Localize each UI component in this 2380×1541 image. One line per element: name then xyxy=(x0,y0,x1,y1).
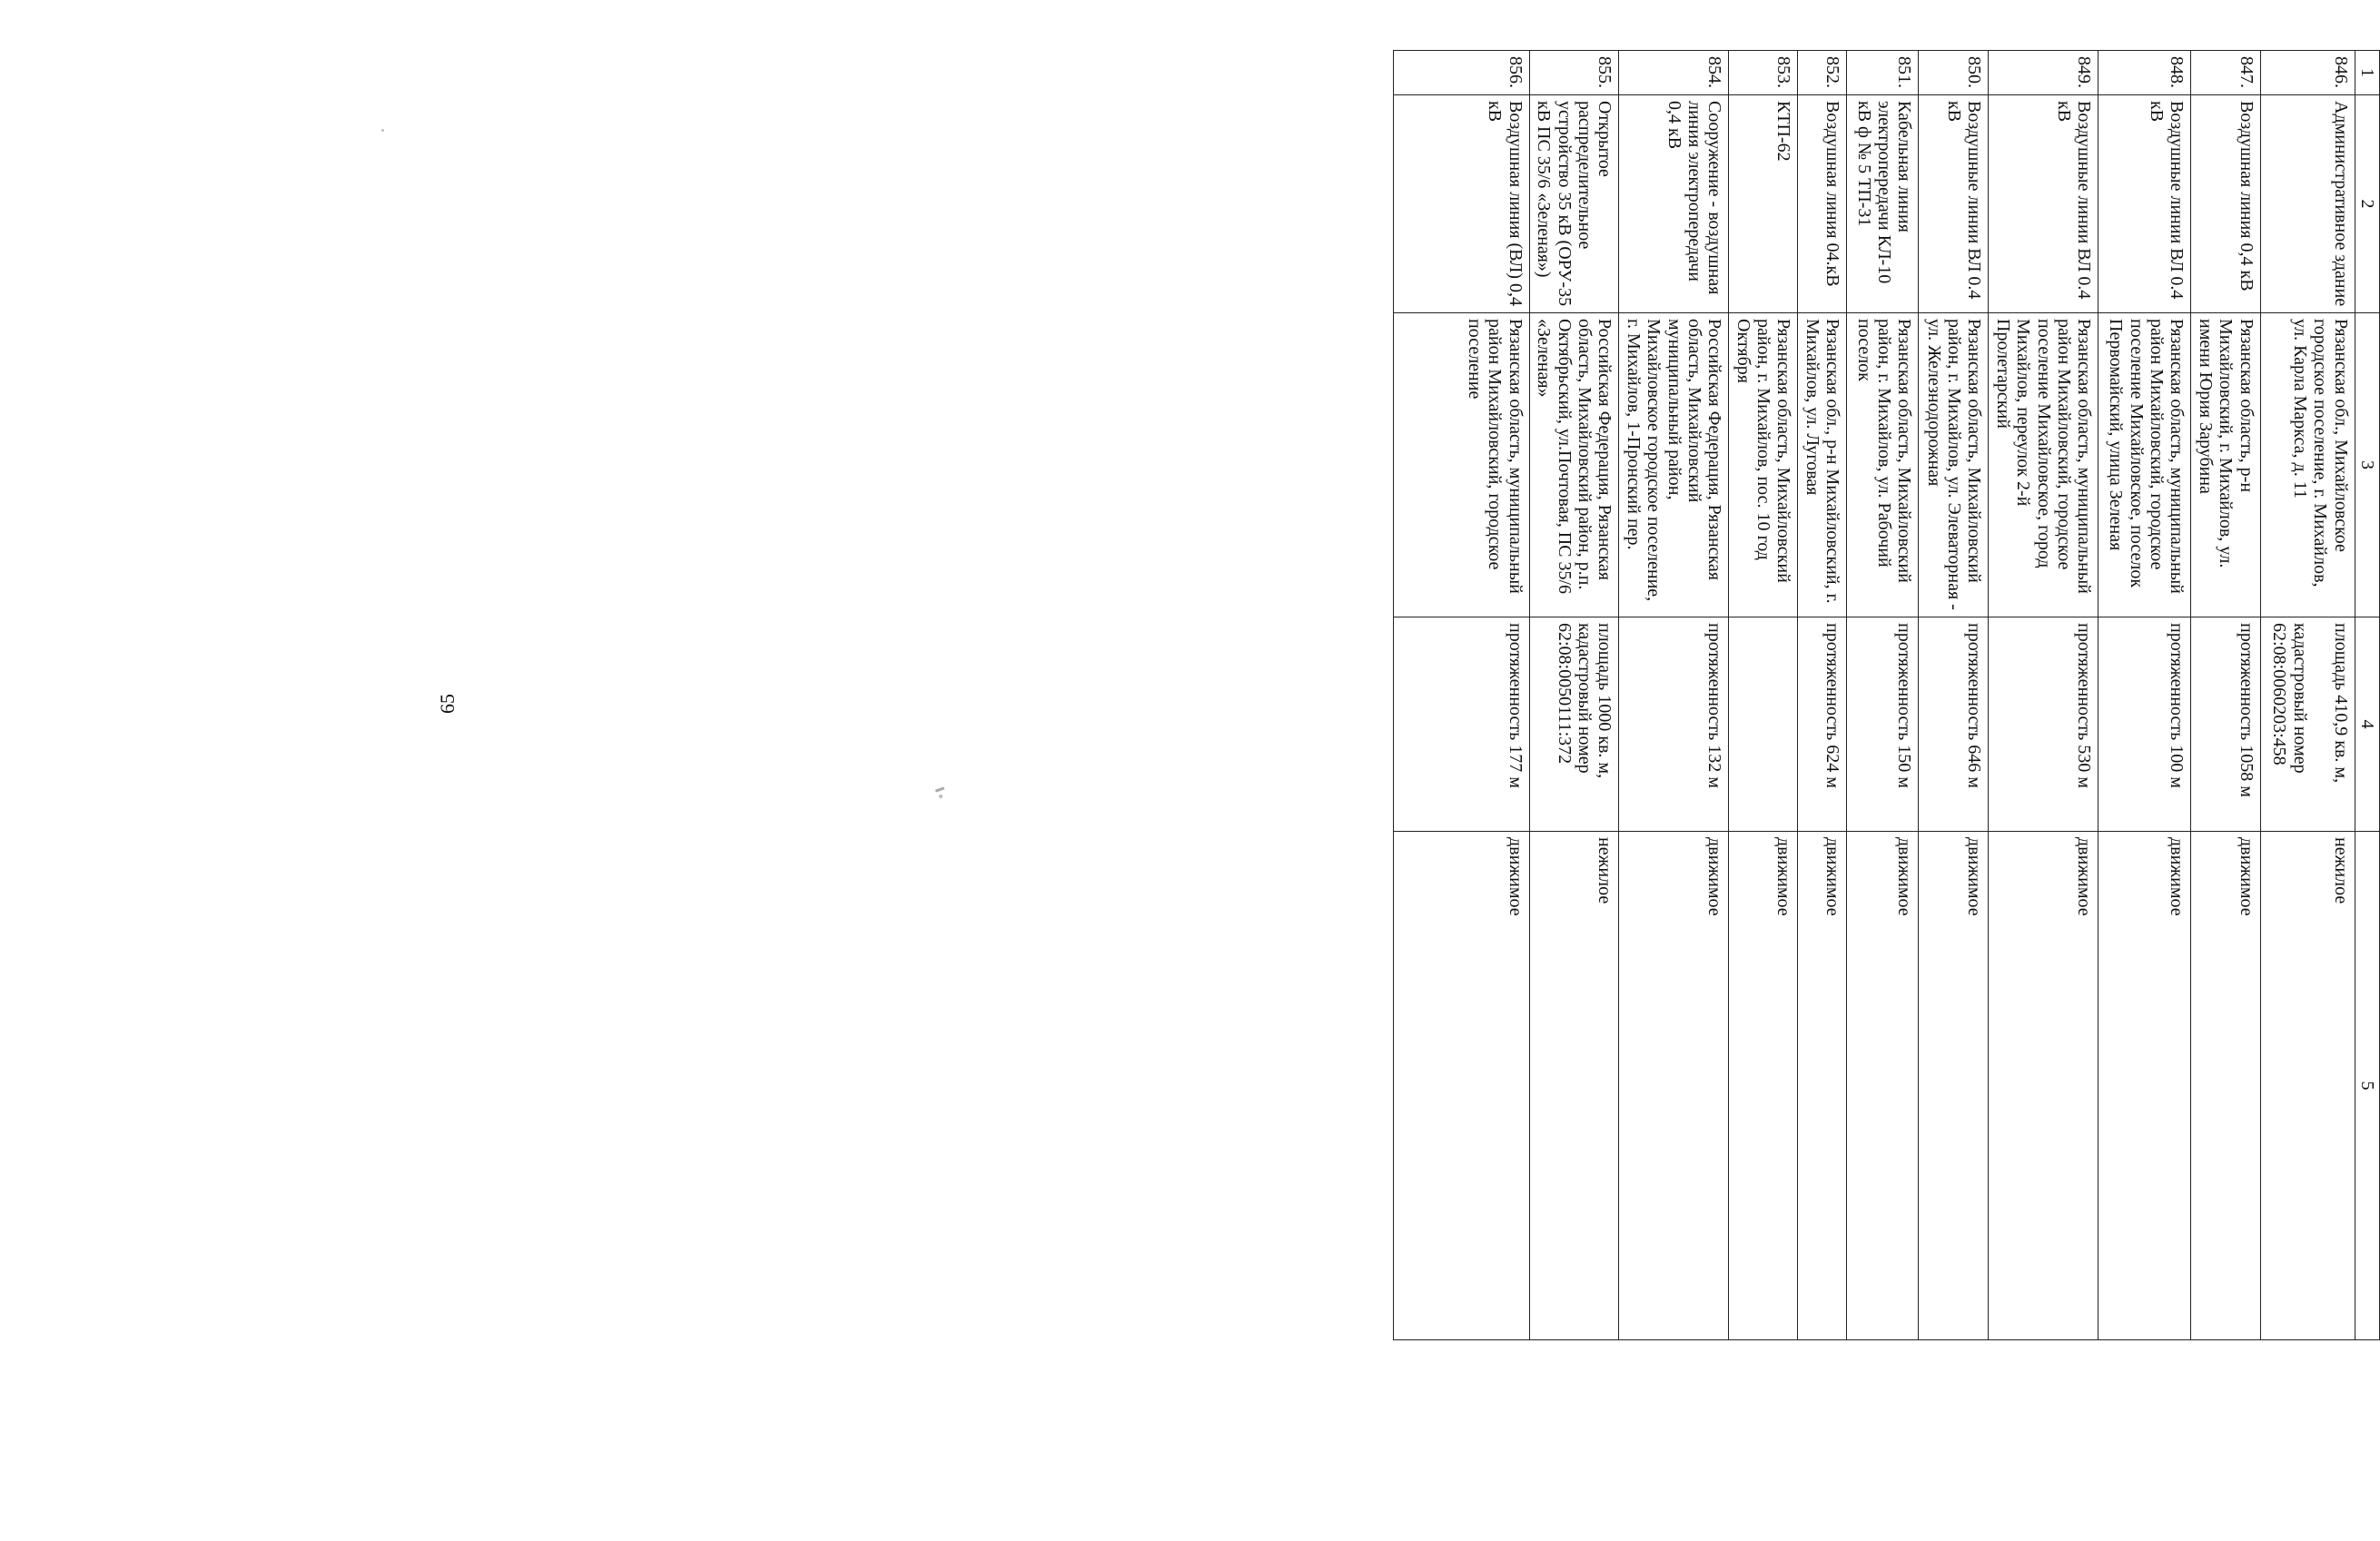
object-address: Рязанская область, р-н Михайловский, г. Михайлов, ул. имени Юрия Зарубина xyxy=(2191,313,2260,617)
object-characteristics: протяженность 177 м xyxy=(1394,617,1530,832)
row-number: 849. xyxy=(1989,51,2099,95)
row-number: 852. xyxy=(1798,51,1847,95)
object-address: Российская Федерация, Рязанская область, Михайловский район, р.п. Октябрьский, ул.Почтовая, ПС 35/6 «Зеленая» xyxy=(1529,313,1619,617)
object-characteristics: протяженность 1058 м xyxy=(2191,617,2260,832)
object-characteristics: протяженность 150 м xyxy=(1847,617,1919,832)
row-number: 853. xyxy=(1729,51,1798,95)
object-name: Сооружение - воздушная линия электропередачи 0,4 кВ xyxy=(1619,95,1729,313)
scan-speck xyxy=(939,795,943,798)
object-type: движимое xyxy=(1847,832,1919,1340)
object-name: Воздушные линии ВЛ 0.4 кВ xyxy=(2099,95,2191,313)
object-name: Открытое распределительное устройство 35 кВ (ОРУ-35 кВ ПС 35/6 «Зеленая») xyxy=(1529,95,1619,313)
object-name: Воздушная линия (ВЛ) 0,4 кВ xyxy=(1394,95,1530,313)
table-row xyxy=(1989,51,2099,1340)
object-name: Воздушная линия 0,4 кВ xyxy=(2191,95,2260,313)
object-type: движимое xyxy=(1619,832,1729,1340)
object-type: движимое xyxy=(1798,832,1847,1340)
object-name: Кабельная линия электропередачи КЛ-10 кВ ф № 5 ТП-31 xyxy=(1847,95,1919,313)
header-cell-3: 3 xyxy=(2355,313,2379,617)
header-cell-5: 5 xyxy=(2355,832,2379,1340)
table-row xyxy=(2260,51,2355,1340)
object-address: Рязанская область, Михайловский район, г. Михайлов, пос. 10 год Октября xyxy=(1729,313,1798,617)
row-number: 848. xyxy=(2099,51,2191,95)
object-characteristics: протяженность 530 м xyxy=(1989,617,2099,832)
object-characteristics: протяженность 132 м xyxy=(1619,617,1729,832)
object-characteristics: протяженность 100 м xyxy=(2099,617,2191,832)
scan-speck xyxy=(935,786,944,792)
row-number: 846. xyxy=(2260,51,2355,95)
row-number: 847. xyxy=(2191,51,2260,95)
row-number: 850. xyxy=(1919,51,1989,95)
row-number: 851. xyxy=(1847,51,1919,95)
object-characteristics: площадь 410,9 кв. м, кадастровый номер 62:08:0060203:458 xyxy=(2260,617,2355,832)
table-row xyxy=(1529,51,1619,1340)
object-type: движимое xyxy=(1919,832,1989,1340)
object-characteristics xyxy=(1729,617,1798,832)
table-row xyxy=(1729,51,1798,1340)
property-table-grid xyxy=(1393,50,2380,1340)
row-number: 854. xyxy=(1619,51,1729,95)
object-address: Рязанская область, муниципальный район Михайловский, городское поселение xyxy=(1394,313,1530,617)
table-row xyxy=(1619,51,1729,1340)
table-row xyxy=(1798,51,1847,1340)
object-address: Российская Федерация, Рязанская область, Михайловский муниципальный район, Михайловское городское поселение, г. Михайлов, 1-Пронский пер. xyxy=(1619,313,1729,617)
table-row xyxy=(1919,51,1989,1340)
object-type: движимое xyxy=(1989,832,2099,1340)
table-row xyxy=(1394,51,1530,1340)
page-number: 65 xyxy=(436,694,459,714)
object-type: движимое xyxy=(1394,832,1530,1340)
object-characteristics: протяженность 624 м xyxy=(1798,617,1847,832)
table-row xyxy=(2191,51,2260,1340)
object-type: движимое xyxy=(2099,832,2191,1340)
header-cell-4: 4 xyxy=(2355,617,2379,832)
object-type: нежилое xyxy=(2260,832,2355,1340)
object-type: нежилое xyxy=(1529,832,1619,1340)
object-name: Воздушная линия 04.кВ xyxy=(1798,95,1847,313)
object-name: КТП-62 xyxy=(1729,95,1798,313)
object-address: Рязанская область, Михайловский район, г. Михайлов, ул. Элеваторная - ул. Железнодорожная xyxy=(1919,313,1989,617)
row-number: 856. xyxy=(1394,51,1530,95)
object-type: движимое xyxy=(2191,832,2260,1340)
object-name: Воздушные линии ВЛ 0.4 кВ xyxy=(1919,95,1989,313)
table-row xyxy=(1847,51,1919,1340)
property-table xyxy=(1091,50,2380,1091)
object-characteristics: площадь 1000 кв. м, кадастровый номер 62:08:0050111:372 xyxy=(1529,617,1619,832)
object-address: Рязанская область, Михайловский район, г. Михайлов, ул. Рабочий поселок xyxy=(1847,313,1919,617)
object-name: Административное здание xyxy=(2260,95,2355,313)
object-address: Рязанская обл., Михайловское городское поселение, г. Михайлов, ул. Карла Маркса, д. 11 xyxy=(2260,313,2355,617)
table-row xyxy=(2099,51,2191,1340)
scan-speck xyxy=(381,129,384,132)
object-type: движимое xyxy=(1729,832,1798,1340)
object-address: Рязанская обл., р-н Михайловский, г. Михайлов, ул. Луговая xyxy=(1798,313,1847,617)
row-number: 855. xyxy=(1529,51,1619,95)
header-cell-1: 1 xyxy=(2355,51,2379,95)
object-address: Рязанская область, муниципальный район Михайловский, городское поселение Михайловское, город Михайлов, переулок 2-й Пролетарский xyxy=(1989,313,2099,617)
header-row xyxy=(2355,51,2379,1340)
object-name: Воздушные линии ВЛ 0.4 кВ xyxy=(1989,95,2099,313)
object-characteristics: протяженность 646 м xyxy=(1919,617,1989,832)
header-cell-2: 2 xyxy=(2355,95,2379,313)
object-address: Рязанская область, муниципальный район Михайловский, городское поселение Михайловское, поселок Первомайский, улица Зеленая xyxy=(2099,313,2191,617)
